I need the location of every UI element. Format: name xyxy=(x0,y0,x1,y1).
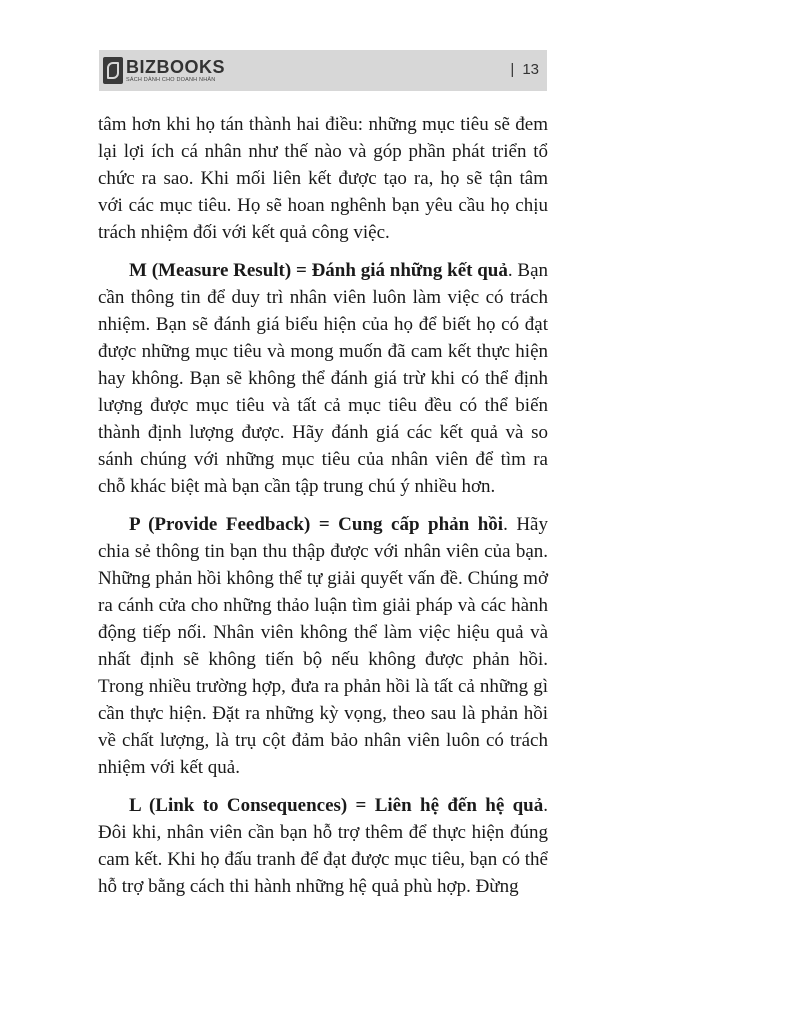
brand-tagline: SÁCH DÀNH CHO DOANH NHÂN xyxy=(126,76,216,83)
bizbooks-logo-icon xyxy=(103,57,123,84)
page-body xyxy=(98,111,548,900)
page-header xyxy=(99,50,547,91)
page-number-value: 13 xyxy=(522,61,539,78)
bizbooks-logo xyxy=(103,54,225,87)
paragraph-text: tâm hơn khi họ tán thành hai điều: những mục tiêu sẽ đem lại lợi ích cá nhân như thế nào và góp phần phát triển tổ chức ra sao. Khi mối liên kết được tạo ra, họ sẽ tận tâm với các mục tiêu. Họ sẽ hoan nghênh bạn yêu cầu họ chịu trách nhiệm đối với kết quả công việc. xyxy=(98,114,548,243)
paragraph-text: . Hãy chia sẻ thông tin bạn thu thập được với nhân viên của bạn. Những phản hồi không thể tự giải quyết vấn đề. Chúng mở ra cánh cửa cho những thảo luận tìm giải pháp và các hành động tiếp nối. Nhân viên không thể làm việc hiệu quả và nhất định sẽ không tiến bộ nếu không được phản hồi. Trong nhiều trường hợp, đưa ra phản hồi là tất cả những gì cần thực hiện. Đặt ra những kỳ vọng, theo sau là phản hồi về chất lượng, là trụ cột đảm bảo nhân viên luôn có trách nhiệm với kết quả. xyxy=(98,514,548,778)
logo-text xyxy=(126,58,225,84)
paragraph-measure-result xyxy=(98,257,548,500)
paragraph-link-consequences xyxy=(98,792,548,900)
paragraph-text: . Bạn cần thông tin để duy trì nhân viên luôn làm việc có trách nhiệm. Bạn sẽ đánh giá biểu hiện của họ để biết họ có đạt được những mục tiêu và mong muốn đã cam kết thực hiện hay không. Bạn sẽ không thể đánh giá trừ khi có thể định lượng được mục tiêu và tất cả mục tiêu đều có thể biến thành định lượng được. Hãy đánh giá các kết quả và so sánh chúng với những mục tiêu của nhân viên để tìm ra chỗ khác biệt mà bạn cần tập trung chú ý nhiều hơn. xyxy=(98,260,549,497)
page-number xyxy=(510,61,539,78)
paragraph-heading: L (Link to Consequences) = Liên hệ đến hệ quả xyxy=(129,795,544,816)
paragraph-continuation xyxy=(98,111,548,246)
paragraph-provide-feedback xyxy=(98,511,548,781)
paragraph-heading: P (Provide Feedback) = Cung cấp phản hồi xyxy=(129,514,504,535)
paragraph-text: . Đôi khi, nhân viên cần bạn hỗ trợ thêm để thực hiện đúng cam kết. Khi họ đấu tranh để đạt được mục tiêu, bạn có thể hỗ trợ bằng cách thi hành những hệ quả phù hợp. Đừng xyxy=(98,795,548,897)
brand-name: BIZBOOKS xyxy=(126,56,226,77)
page-number-separator: | xyxy=(510,61,515,78)
paragraph-heading: M (Measure Result) = Đánh giá những kết quả xyxy=(129,260,508,281)
